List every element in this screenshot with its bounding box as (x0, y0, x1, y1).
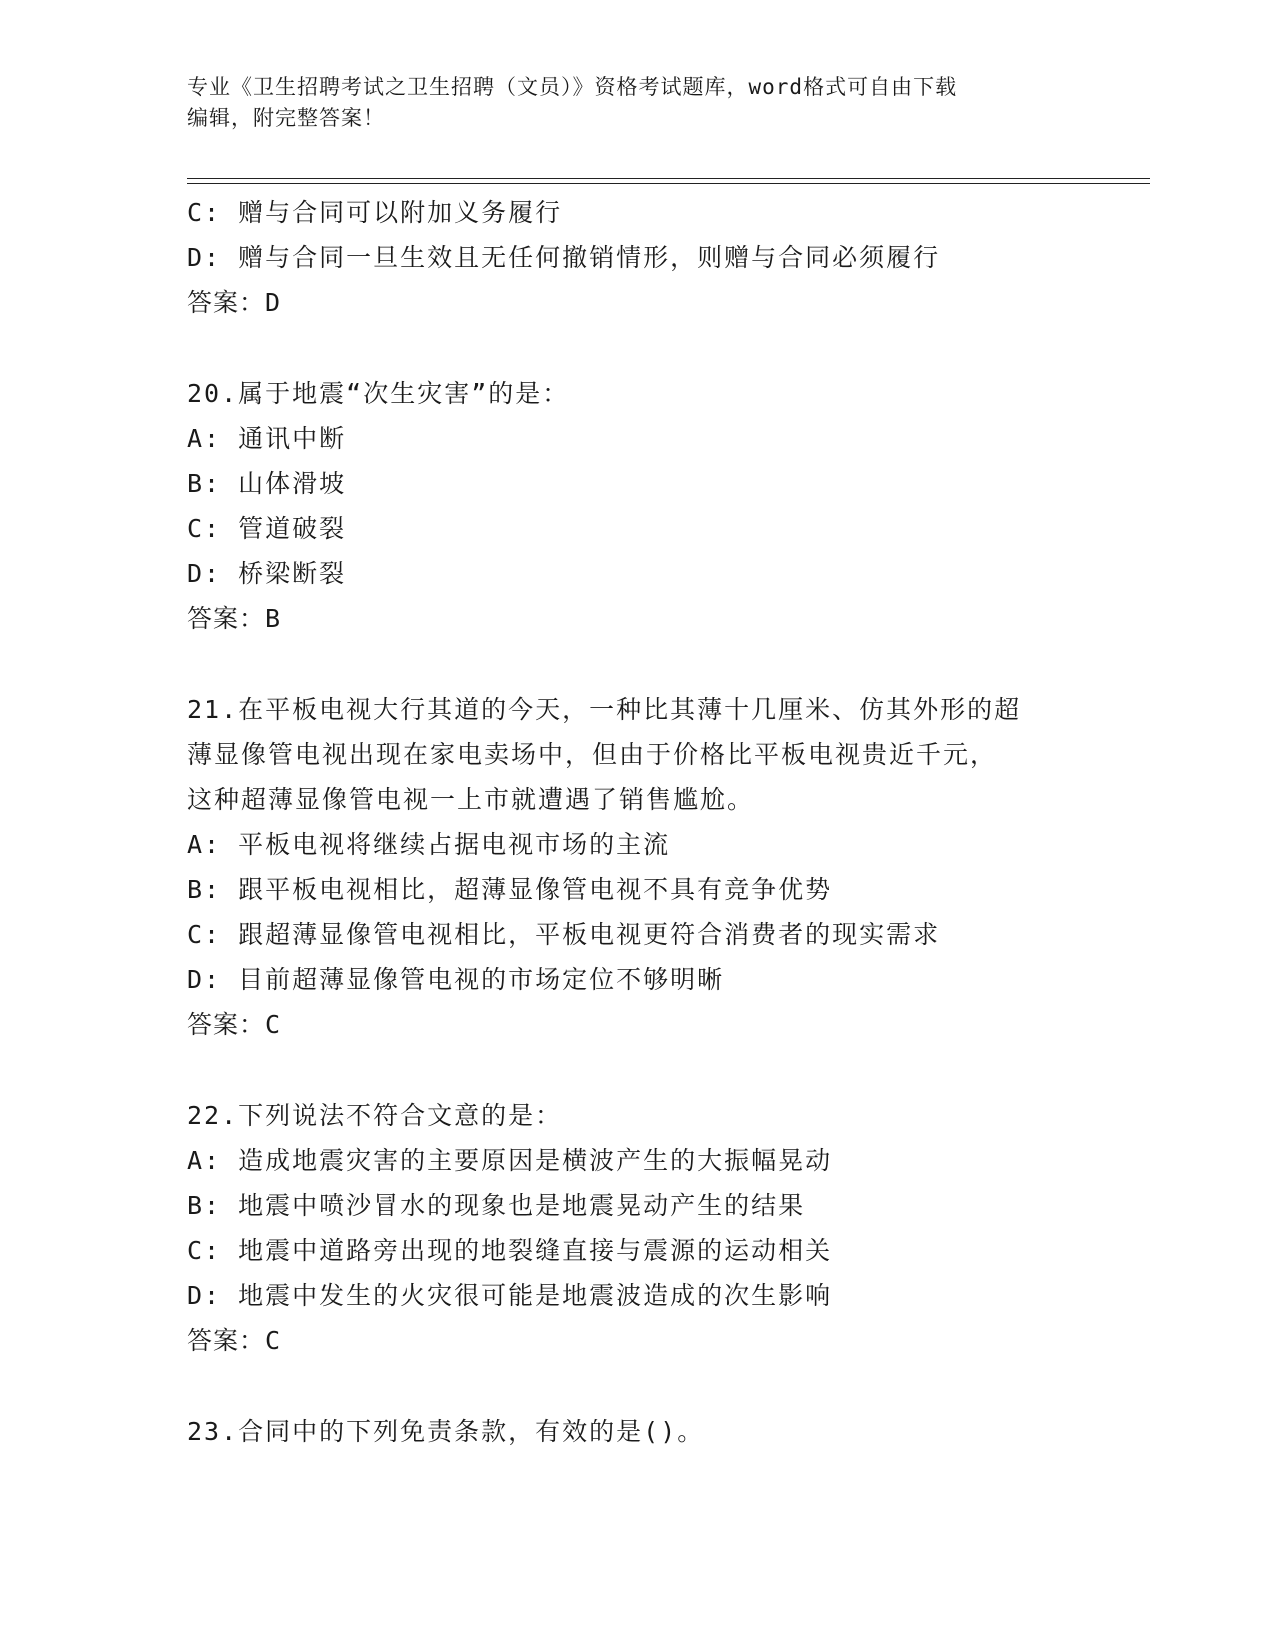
option-d: D: 桥梁断裂 (187, 559, 347, 588)
question-20 (187, 371, 1137, 641)
option-a: A: 造成地震灾害的主要原因是横波产生的大振幅晃动 (187, 1146, 833, 1175)
question-21 (187, 687, 1137, 1047)
answer-value: C (265, 1326, 282, 1355)
question-22 (187, 1093, 1137, 1363)
option-d: D: 赠与合同一旦生效且无任何撤销情形，则赠与合同必须履行 (187, 243, 941, 272)
option-b: B: 跟平板电视相比，超薄显像管电视不具有竞争优势 (187, 875, 833, 904)
question-stem-line-3: 这种超薄显像管电视一上市就遭遇了销售尴尬。 (187, 785, 755, 814)
option-c: C: 地震中道路旁出现的地裂缝直接与震源的运动相关 (187, 1236, 833, 1265)
answer-line (187, 280, 1137, 325)
question-stem: 22.下列说法不符合文意的是： (187, 1101, 563, 1130)
answer-line (187, 1318, 1137, 1363)
question-19-continued (187, 190, 1137, 325)
option-a: A: 平板电视将继续占据电视市场的主流 (187, 830, 671, 859)
document-header (187, 72, 1087, 134)
answer-value: D (265, 288, 282, 317)
spacer (187, 1363, 1137, 1409)
spacer (187, 641, 1137, 687)
header-line-2: 编辑，附完整答案！ (187, 106, 385, 130)
question-list (187, 190, 1137, 1454)
header-line-1: 专业《卫生招聘考试之卫生招聘（文员）》资格考试题库，word格式可自由下载 (187, 75, 958, 99)
header-divider-bottom (187, 183, 1150, 184)
answer-label: 答案： (187, 604, 266, 633)
answer-line (187, 1002, 1137, 1047)
option-d: D: 地震中发生的火灾很可能是地震波造成的次生影响 (187, 1281, 833, 1310)
option-d: D: 目前超薄显像管电视的市场定位不够明晰 (187, 965, 725, 994)
option-c: C: 赠与合同可以附加义务履行 (187, 198, 563, 227)
question-stem: 23.合同中的下列免责条款，有效的是()。 (187, 1417, 705, 1446)
option-c: C: 跟超薄显像管电视相比，平板电视更符合消费者的现实需求 (187, 920, 941, 949)
spacer (187, 1047, 1137, 1093)
spacer (187, 325, 1137, 371)
answer-label: 答案： (187, 288, 266, 317)
answer-value: B (265, 604, 282, 633)
answer-label: 答案： (187, 1010, 266, 1039)
option-a: A: 通讯中断 (187, 424, 347, 453)
question-23 (187, 1409, 1137, 1454)
header-divider-top (187, 178, 1150, 179)
option-b: B: 地震中喷沙冒水的现象也是地震晃动产生的结果 (187, 1191, 806, 1220)
answer-label: 答案： (187, 1326, 266, 1355)
option-b: B: 山体滑坡 (187, 469, 347, 498)
question-stem: 20.属于地震“次生灾害”的是： (187, 379, 570, 408)
answer-value: C (265, 1010, 282, 1039)
answer-line (187, 596, 1137, 641)
question-stem-line-2: 薄显像管电视出现在家电卖场中，但由于价格比平板电视贵近千元， (187, 740, 998, 769)
question-stem-line-1: 21.在平板电视大行其道的今天，一种比其薄十几厘米、仿其外形的超 (187, 695, 1022, 724)
option-c: C: 管道破裂 (187, 514, 347, 543)
